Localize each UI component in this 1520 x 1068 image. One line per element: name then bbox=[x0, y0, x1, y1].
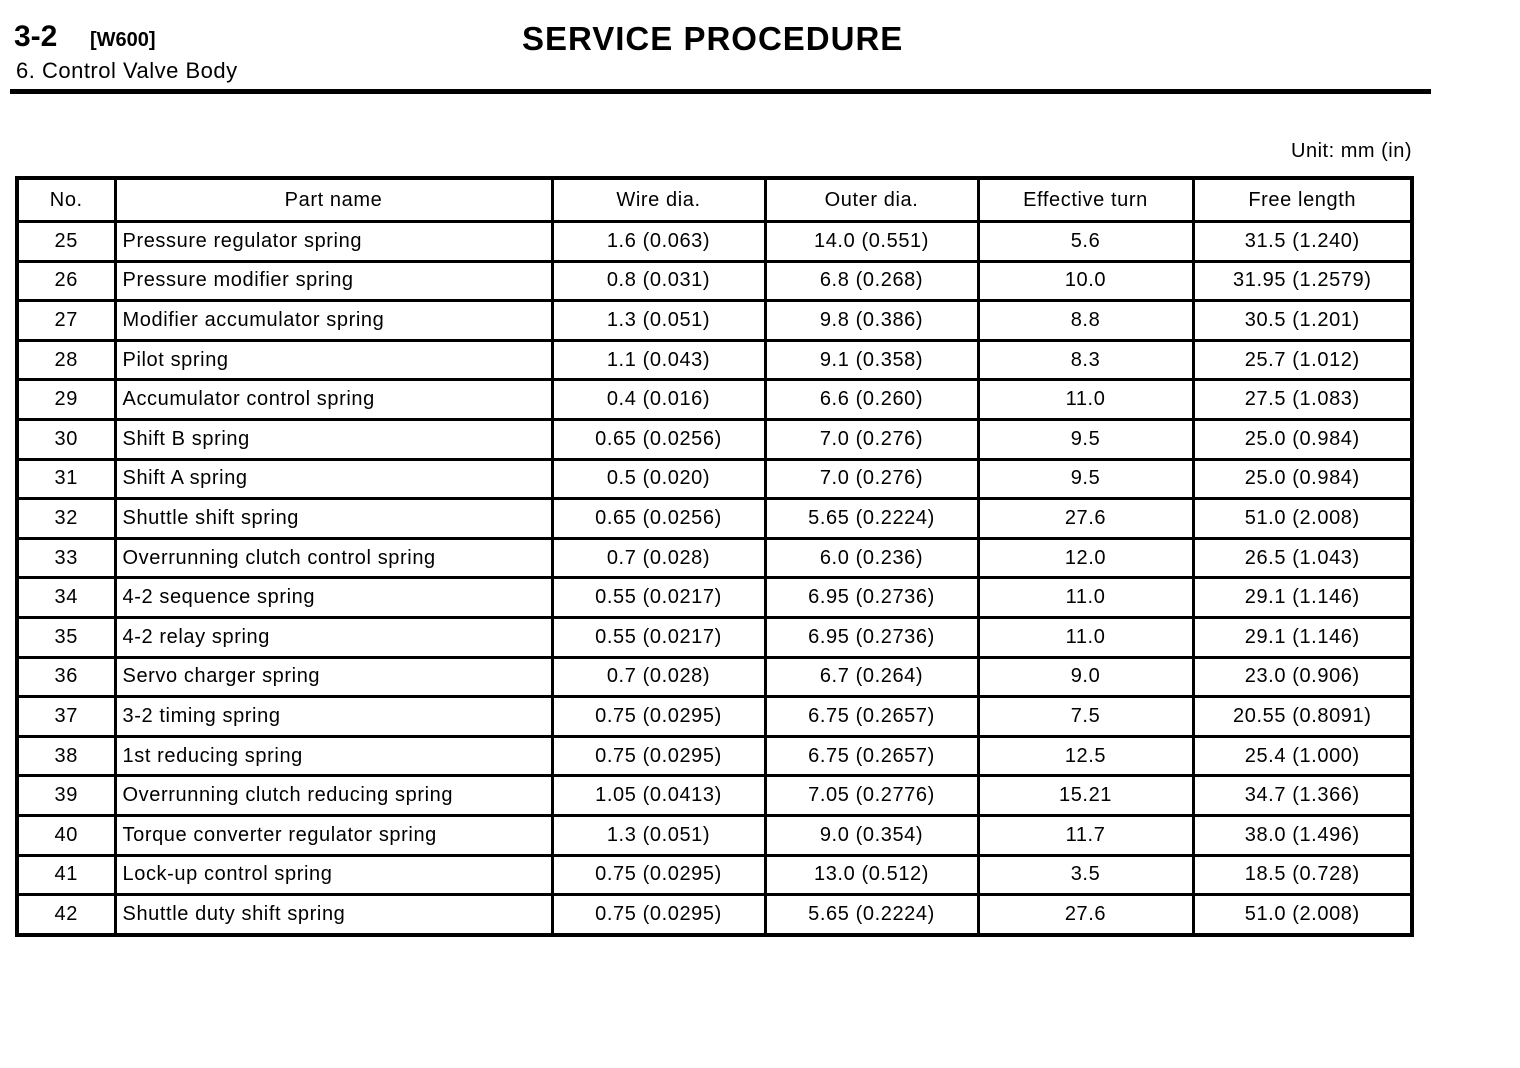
cell-no: 27 bbox=[17, 301, 115, 341]
cell-effective-turn: 8.3 bbox=[978, 340, 1193, 380]
cell-no: 31 bbox=[17, 459, 115, 499]
cell-outer-dia: 6.75 (0.2657) bbox=[765, 697, 978, 737]
cell-wire-dia: 0.7 (0.028) bbox=[552, 538, 765, 578]
page-header bbox=[0, 0, 1520, 100]
cell-part-name: Shift A spring bbox=[115, 459, 552, 499]
cell-wire-dia: 0.65 (0.0256) bbox=[552, 499, 765, 539]
cell-wire-dia: 0.4 (0.016) bbox=[552, 380, 765, 420]
cell-effective-turn: 27.6 bbox=[978, 499, 1193, 539]
cell-no: 36 bbox=[17, 657, 115, 697]
table-row bbox=[17, 538, 1412, 578]
table-body bbox=[17, 222, 1412, 935]
cell-wire-dia: 0.55 (0.0217) bbox=[552, 617, 765, 657]
cell-outer-dia: 6.95 (0.2736) bbox=[765, 617, 978, 657]
cell-effective-turn: 11.0 bbox=[978, 617, 1193, 657]
section-number: 3-2 bbox=[14, 20, 58, 53]
cell-part-name: Pilot spring bbox=[115, 340, 552, 380]
cell-free-length: 25.0 (0.984) bbox=[1193, 419, 1412, 459]
table-row bbox=[17, 617, 1412, 657]
column-header-part-name: Part name bbox=[115, 178, 552, 222]
cell-effective-turn: 3.5 bbox=[978, 855, 1193, 895]
cell-no: 37 bbox=[17, 697, 115, 737]
cell-effective-turn: 9.5 bbox=[978, 419, 1193, 459]
cell-free-length: 31.95 (1.2579) bbox=[1193, 261, 1412, 301]
cell-no: 35 bbox=[17, 617, 115, 657]
cell-wire-dia: 0.75 (0.0295) bbox=[552, 697, 765, 737]
spring-spec-table bbox=[15, 176, 1414, 937]
cell-effective-turn: 8.8 bbox=[978, 301, 1193, 341]
cell-part-name: 3-2 timing spring bbox=[115, 697, 552, 737]
cell-wire-dia: 1.3 (0.051) bbox=[552, 301, 765, 341]
cell-wire-dia: 0.7 (0.028) bbox=[552, 657, 765, 697]
table-row bbox=[17, 736, 1412, 776]
cell-wire-dia: 0.75 (0.0295) bbox=[552, 736, 765, 776]
cell-effective-turn: 9.5 bbox=[978, 459, 1193, 499]
cell-free-length: 25.4 (1.000) bbox=[1193, 736, 1412, 776]
table-row bbox=[17, 340, 1412, 380]
cell-free-length: 38.0 (1.496) bbox=[1193, 815, 1412, 855]
cell-free-length: 25.0 (0.984) bbox=[1193, 459, 1412, 499]
table-header-row bbox=[17, 178, 1412, 222]
cell-effective-turn: 7.5 bbox=[978, 697, 1193, 737]
cell-outer-dia: 7.0 (0.276) bbox=[765, 419, 978, 459]
cell-no: 26 bbox=[17, 261, 115, 301]
table-row bbox=[17, 459, 1412, 499]
cell-part-name: Overrunning clutch reducing spring bbox=[115, 776, 552, 816]
cell-no: 39 bbox=[17, 776, 115, 816]
header-divider bbox=[10, 89, 1431, 94]
column-header-free-length: Free length bbox=[1193, 178, 1412, 222]
cell-free-length: 34.7 (1.366) bbox=[1193, 776, 1412, 816]
cell-free-length: 27.5 (1.083) bbox=[1193, 380, 1412, 420]
cell-outer-dia: 6.6 (0.260) bbox=[765, 380, 978, 420]
cell-no: 42 bbox=[17, 895, 115, 935]
cell-wire-dia: 0.55 (0.0217) bbox=[552, 578, 765, 618]
cell-outer-dia: 9.1 (0.358) bbox=[765, 340, 978, 380]
cell-outer-dia: 5.65 (0.2224) bbox=[765, 895, 978, 935]
table-row bbox=[17, 419, 1412, 459]
cell-no: 41 bbox=[17, 855, 115, 895]
cell-free-length: 25.7 (1.012) bbox=[1193, 340, 1412, 380]
cell-wire-dia: 0.8 (0.031) bbox=[552, 261, 765, 301]
cell-effective-turn: 9.0 bbox=[978, 657, 1193, 697]
cell-outer-dia: 13.0 (0.512) bbox=[765, 855, 978, 895]
cell-wire-dia: 0.65 (0.0256) bbox=[552, 419, 765, 459]
table-row bbox=[17, 815, 1412, 855]
cell-part-name: 4-2 sequence spring bbox=[115, 578, 552, 618]
cell-no: 34 bbox=[17, 578, 115, 618]
table-row bbox=[17, 657, 1412, 697]
cell-part-name: 1st reducing spring bbox=[115, 736, 552, 776]
cell-outer-dia: 6.8 (0.268) bbox=[765, 261, 978, 301]
cell-no: 25 bbox=[17, 222, 115, 262]
cell-effective-turn: 27.6 bbox=[978, 895, 1193, 935]
cell-free-length: 18.5 (0.728) bbox=[1193, 855, 1412, 895]
cell-part-name: Pressure modifier spring bbox=[115, 261, 552, 301]
page-title: SERVICE PROCEDURE bbox=[522, 20, 904, 57]
cell-free-length: 30.5 (1.201) bbox=[1193, 301, 1412, 341]
cell-outer-dia: 9.0 (0.354) bbox=[765, 815, 978, 855]
cell-outer-dia: 6.75 (0.2657) bbox=[765, 736, 978, 776]
cell-free-length: 29.1 (1.146) bbox=[1193, 578, 1412, 618]
cell-effective-turn: 10.0 bbox=[978, 261, 1193, 301]
cell-no: 30 bbox=[17, 419, 115, 459]
cell-wire-dia: 1.3 (0.051) bbox=[552, 815, 765, 855]
cell-part-name: Torque converter regulator spring bbox=[115, 815, 552, 855]
table-row bbox=[17, 895, 1412, 935]
table-row bbox=[17, 261, 1412, 301]
cell-part-name: Overrunning clutch control spring bbox=[115, 538, 552, 578]
cell-no: 29 bbox=[17, 380, 115, 420]
cell-free-length: 26.5 (1.043) bbox=[1193, 538, 1412, 578]
table-row bbox=[17, 578, 1412, 618]
cell-part-name: Shuttle duty shift spring bbox=[115, 895, 552, 935]
cell-no: 38 bbox=[17, 736, 115, 776]
unit-note: Unit: mm (in) bbox=[1291, 140, 1412, 162]
cell-no: 40 bbox=[17, 815, 115, 855]
table-row bbox=[17, 776, 1412, 816]
cell-free-length: 23.0 (0.906) bbox=[1193, 657, 1412, 697]
cell-free-length: 31.5 (1.240) bbox=[1193, 222, 1412, 262]
cell-outer-dia: 14.0 (0.551) bbox=[765, 222, 978, 262]
column-header-no: No. bbox=[17, 178, 115, 222]
cell-effective-turn: 11.0 bbox=[978, 380, 1193, 420]
cell-effective-turn: 5.6 bbox=[978, 222, 1193, 262]
cell-wire-dia: 1.1 (0.043) bbox=[552, 340, 765, 380]
cell-no: 33 bbox=[17, 538, 115, 578]
cell-free-length: 29.1 (1.146) bbox=[1193, 617, 1412, 657]
table-row bbox=[17, 222, 1412, 262]
cell-effective-turn: 11.7 bbox=[978, 815, 1193, 855]
cell-part-name: Shift B spring bbox=[115, 419, 552, 459]
cell-outer-dia: 9.8 (0.386) bbox=[765, 301, 978, 341]
cell-effective-turn: 15.21 bbox=[978, 776, 1193, 816]
cell-wire-dia: 1.05 (0.0413) bbox=[552, 776, 765, 816]
cell-wire-dia: 1.6 (0.063) bbox=[552, 222, 765, 262]
cell-effective-turn: 12.0 bbox=[978, 538, 1193, 578]
cell-free-length: 51.0 (2.008) bbox=[1193, 895, 1412, 935]
cell-outer-dia: 7.05 (0.2776) bbox=[765, 776, 978, 816]
column-header-effective-turn: Effective turn bbox=[978, 178, 1193, 222]
model-code: [W600] bbox=[90, 29, 156, 51]
table-row bbox=[17, 499, 1412, 539]
cell-part-name: Modifier accumulator spring bbox=[115, 301, 552, 341]
table-row bbox=[17, 697, 1412, 737]
cell-outer-dia: 7.0 (0.276) bbox=[765, 459, 978, 499]
cell-effective-turn: 12.5 bbox=[978, 736, 1193, 776]
cell-outer-dia: 6.95 (0.2736) bbox=[765, 578, 978, 618]
column-header-wire-dia: Wire dia. bbox=[552, 178, 765, 222]
table-row bbox=[17, 301, 1412, 341]
cell-effective-turn: 11.0 bbox=[978, 578, 1193, 618]
cell-part-name: Pressure regulator spring bbox=[115, 222, 552, 262]
cell-no: 32 bbox=[17, 499, 115, 539]
cell-outer-dia: 6.7 (0.264) bbox=[765, 657, 978, 697]
cell-free-length: 51.0 (2.008) bbox=[1193, 499, 1412, 539]
table-row bbox=[17, 380, 1412, 420]
cell-wire-dia: 0.75 (0.0295) bbox=[552, 855, 765, 895]
cell-part-name: 4-2 relay spring bbox=[115, 617, 552, 657]
cell-part-name: Accumulator control spring bbox=[115, 380, 552, 420]
column-header-outer-dia: Outer dia. bbox=[765, 178, 978, 222]
cell-free-length: 20.55 (0.8091) bbox=[1193, 697, 1412, 737]
cell-wire-dia: 0.75 (0.0295) bbox=[552, 895, 765, 935]
cell-outer-dia: 6.0 (0.236) bbox=[765, 538, 978, 578]
subsection-title: 6. Control Valve Body bbox=[16, 58, 238, 83]
cell-no: 28 bbox=[17, 340, 115, 380]
cell-part-name: Shuttle shift spring bbox=[115, 499, 552, 539]
cell-part-name: Lock-up control spring bbox=[115, 855, 552, 895]
cell-outer-dia: 5.65 (0.2224) bbox=[765, 499, 978, 539]
cell-part-name: Servo charger spring bbox=[115, 657, 552, 697]
table-row bbox=[17, 855, 1412, 895]
cell-wire-dia: 0.5 (0.020) bbox=[552, 459, 765, 499]
